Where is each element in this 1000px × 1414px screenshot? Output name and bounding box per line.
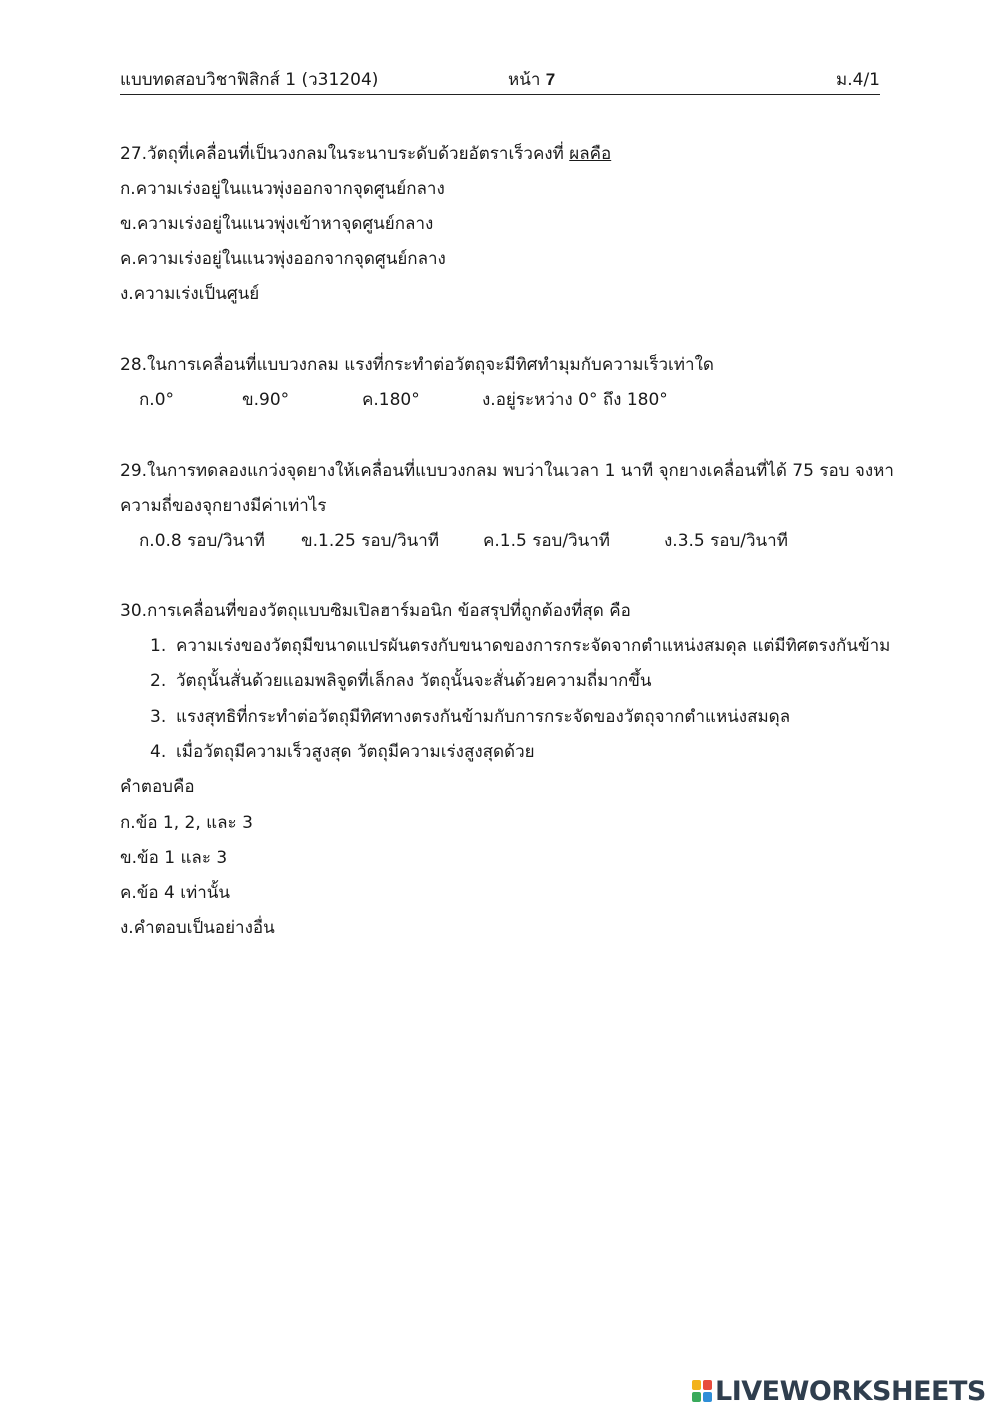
liveworksheets-logo-text: LIVEWORKSHEETS <box>715 1375 986 1407</box>
question-29-choice-d[interactable]: ง.3.5 รอบ/วินาที <box>664 531 788 551</box>
question-27-choice-b[interactable]: ข.ความเร่งอยู่ในแนวพุ่งเข้าหาจุดศูนย์กลาง <box>120 214 434 234</box>
question-30-choice-b[interactable]: ข.ข้อ 1 และ 3 <box>120 848 228 868</box>
question-30-stem: 30.การเคลื่อนที่ของวัตถุแบบซิมเปิลฮาร์มอนิก ข้อสรุปที่ถูกต้องที่สุด คือ <box>120 601 631 621</box>
test-title: แบบทดสอบวิชาฟิสิกส์ 1 (ว31204) <box>120 70 379 90</box>
question-29-choice-b[interactable]: ข.1.25 รอบ/วินาที <box>301 531 440 551</box>
question-30-answer-label: คำตอบคือ <box>120 777 195 797</box>
page-header <box>120 66 880 95</box>
question-28-choice-a[interactable]: ก.0° <box>139 390 175 410</box>
question-30-statement: 3. แรงสุทธิที่กระทำต่อวัตถุมีทิศทางตรงกันข้ามกับการกระจัดของวัตถุจากตำแหน่งสมดุล <box>150 707 791 727</box>
question-30-choice-c[interactable]: ค.ข้อ 4 เท่านั้น <box>120 883 231 903</box>
question-29-stem-line-1: 29.ในการทดลองแกว่งจุดยางให้เคลื่อนที่แบบวงกลม พบว่าในเวลา 1 นาที จุกยางเคลื่อนที่ได้ 75 รอบ จงหา <box>120 461 894 481</box>
question-29-stem-line-2: ความถี่ของจุกยางมีค่าเท่าไร <box>120 496 327 516</box>
class-label: ม.4/1 <box>836 70 880 90</box>
question-29-choice-a[interactable]: ก.0.8 รอบ/วินาที <box>139 531 265 551</box>
page-number: หน้า 7 <box>508 70 556 90</box>
question-27-choice-d[interactable]: ง.ความเร่งเป็นศูนย์ <box>120 284 260 304</box>
question-28-choice-c[interactable]: ค.180° <box>362 390 420 410</box>
question-27-choice-a[interactable]: ก.ความเร่งอยู่ในแนวพุ่งออกจากจุดศูนย์กลาง <box>120 179 445 199</box>
question-30-statement: 4. เมื่อวัตถุมีความเร็วสูงสุด วัตถุมีความเร่งสูงสุดด้วย <box>150 742 535 762</box>
question-27-stem: 27.วัตถุที่เคลื่อนที่เป็นวงกลมในระนาบระดับด้วยอัตราเร็วคงที่ ผลคือ <box>120 144 612 164</box>
question-28-choice-d[interactable]: ง.อยู่ระหว่าง 0° ถึง 180° <box>482 390 668 410</box>
liveworksheets-logo <box>692 1376 986 1406</box>
question-28-choice-b[interactable]: ข.90° <box>242 390 290 410</box>
question-29-choice-c[interactable]: ค.1.5 รอบ/วินาที <box>483 531 610 551</box>
question-30-choice-a[interactable]: ก.ข้อ 1, 2, และ 3 <box>120 813 253 833</box>
question-30-choice-d[interactable]: ง.คำตอบเป็นอย่างอื่น <box>120 918 275 938</box>
question-28-stem: 28.ในการเคลื่อนที่แบบวงกลม แรงที่กระทำต่อวัตถุจะมีทิศทำมุมกับความเร็วเท่าใด <box>120 355 714 375</box>
question-30-statement: 1. ความเร่งของวัตถุมีขนาดแปรผันตรงกับขนาดของการกระจัดจากตำแหน่งสมดุล แต่มีทิศตรงกันข้าม <box>150 636 891 656</box>
question-27-choice-c[interactable]: ค.ความเร่งอยู่ในแนวพุ่งออกจากจุดศูนย์กลาง <box>120 249 446 269</box>
question-30-statement: 2. วัตถุนั้นสั่นด้วยแอมพลิจูดที่เล็กลง วัตถุนั้นจะสั่นด้วยความถี่มากขึ้น <box>150 671 652 691</box>
liveworksheets-logo-icon <box>692 1380 712 1402</box>
